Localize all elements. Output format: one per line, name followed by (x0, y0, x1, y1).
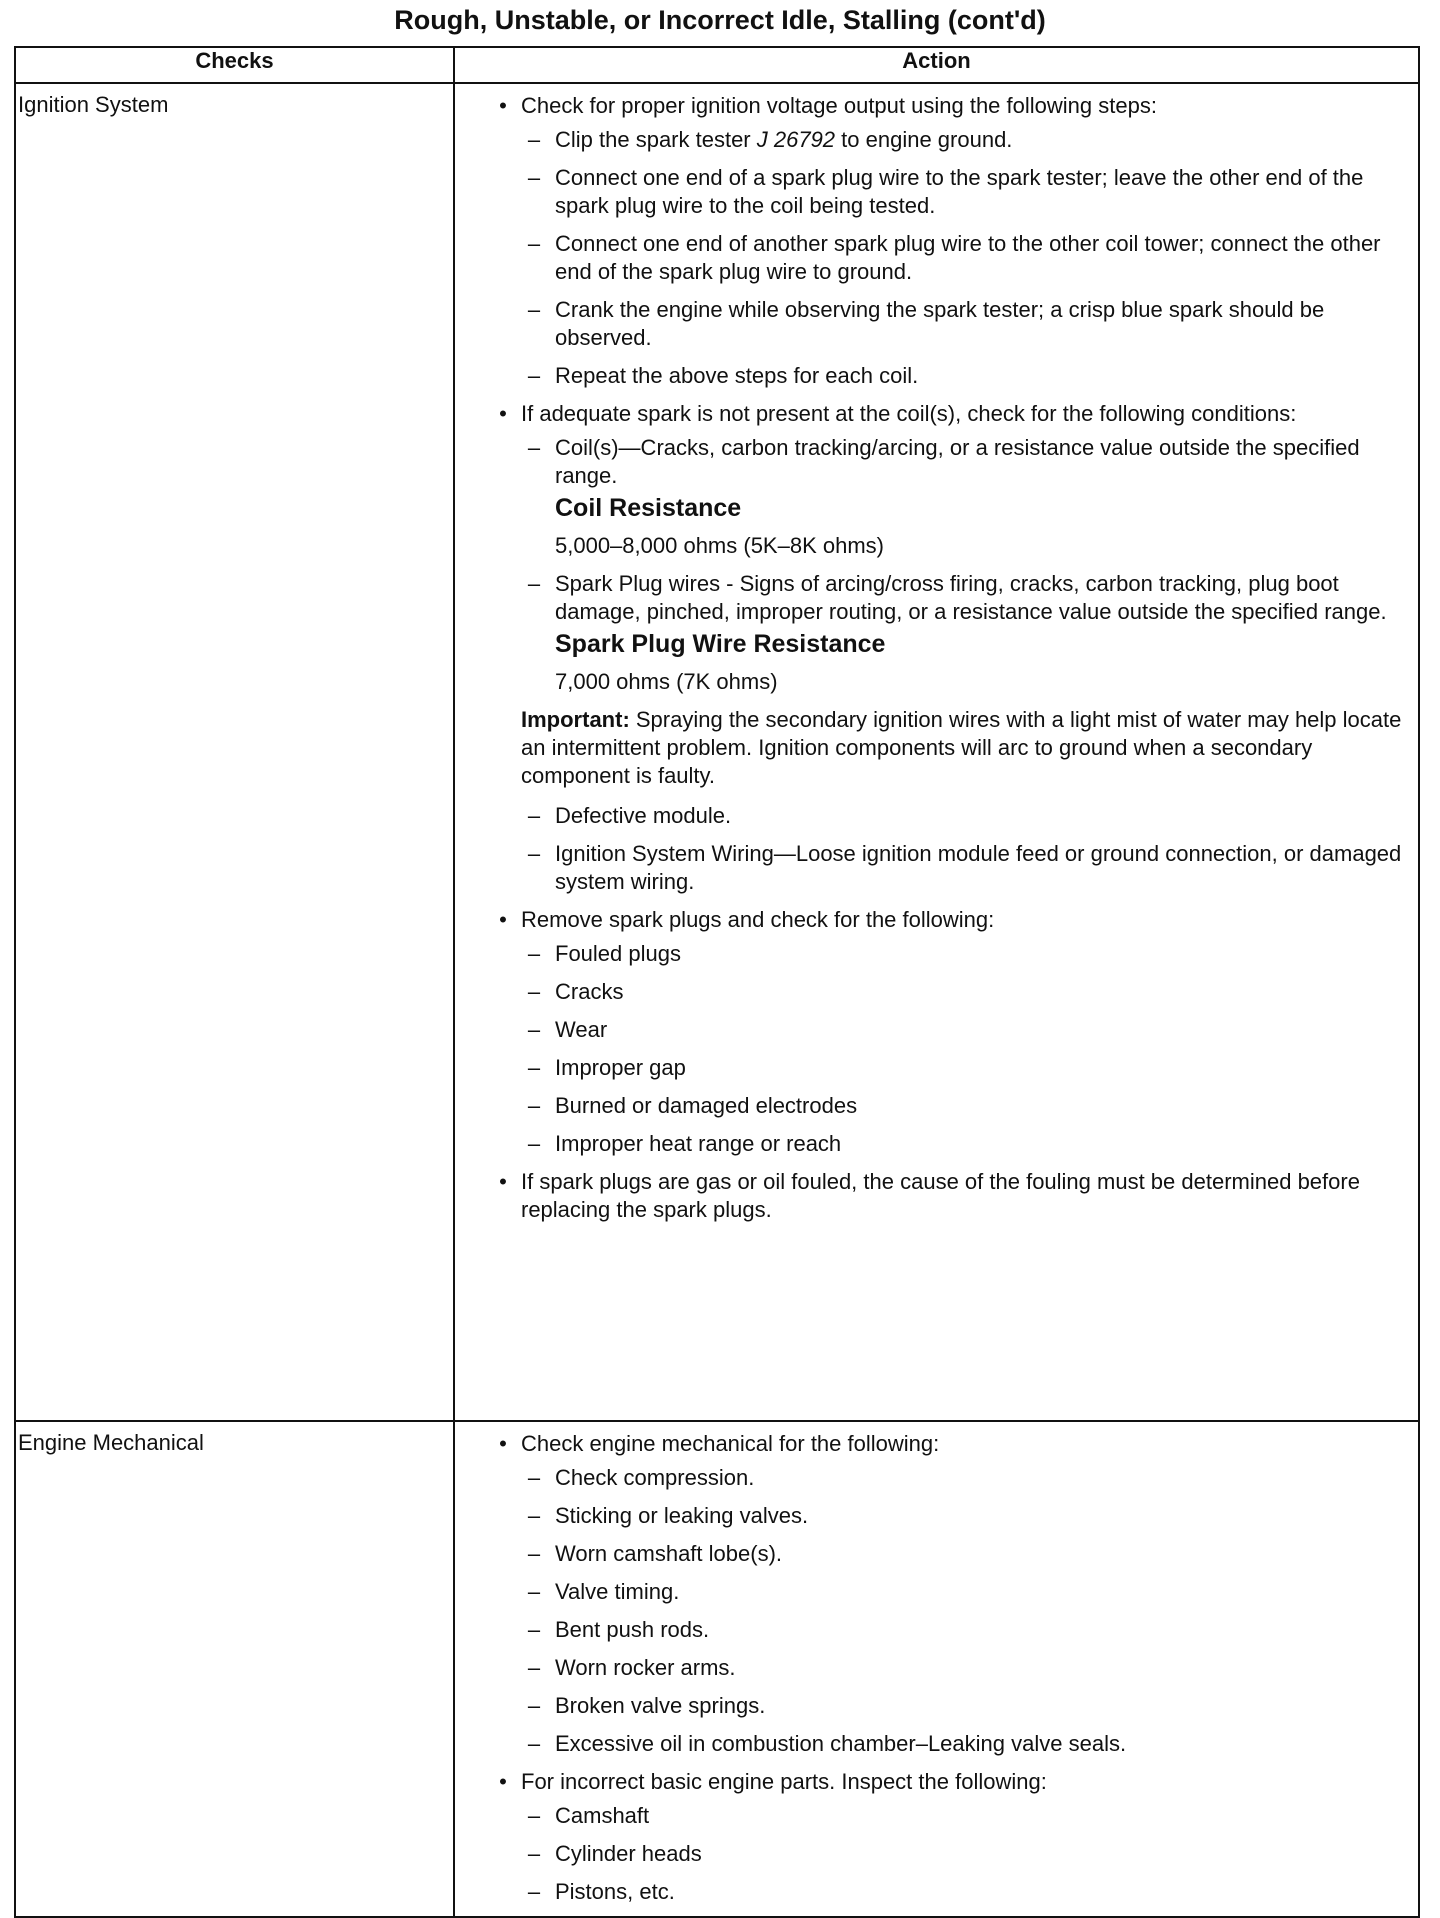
sub-text: Connect one end of another spark plug wire to the other coil tower; connect the other end of the spark plug wire to ground. (555, 231, 1381, 284)
action-sub-item (521, 840, 1414, 896)
action-sub-item (521, 802, 1414, 830)
sub-text: Wear (555, 1017, 608, 1042)
bullet-text: Remove spark plugs and check for the following: (521, 907, 995, 932)
dash-mark: – (527, 1731, 541, 1756)
dash-mark: – (527, 1579, 541, 1604)
bullet-text: If adequate spark is not present at the coil(s), check for the following conditions: (521, 401, 1297, 426)
sub-text: Pistons, etc. (555, 1879, 675, 1904)
action-sub-item (521, 1054, 1414, 1082)
action-bullet (493, 1768, 1414, 1906)
action-sub-item (521, 434, 1414, 560)
important-note (521, 706, 1414, 790)
sub-text: Worn camshaft lobe(s). (555, 1541, 783, 1566)
dash-mark: – (527, 1465, 541, 1490)
action-sub-item (521, 1616, 1414, 1644)
action-cell (454, 83, 1419, 1421)
dash-mark: – (527, 127, 541, 152)
action-cell (454, 1421, 1419, 1917)
sub-text: Burned or damaged electrodes (555, 1093, 858, 1118)
action-sub-item (521, 1730, 1414, 1758)
sub-text: Worn rocker arms. (555, 1655, 736, 1680)
action-bullet (493, 906, 1414, 1158)
sub-text: Defective module. (555, 803, 732, 828)
sub-text: to engine ground. (835, 127, 1013, 152)
spec-heading: Spark Plug Wire Resistance (555, 630, 886, 658)
sub-text: Bent push rods. (555, 1617, 710, 1642)
action-sub-item (521, 1878, 1414, 1906)
action-sub-item (521, 164, 1414, 220)
bullet-mark: • (499, 1769, 507, 1794)
action-sub-item (521, 940, 1414, 968)
dash-mark: – (527, 1055, 541, 1080)
diagnostic-table (14, 46, 1420, 1918)
bullet-mark: • (499, 1431, 507, 1456)
dash-mark: – (527, 1879, 541, 1904)
dash-mark: – (527, 841, 541, 866)
spec-value: 5,000–8,000 ohms (5K–8K ohms) (555, 533, 884, 558)
dash-mark: – (527, 979, 541, 1004)
table-row (15, 1421, 1419, 1917)
sub-text: Spark Plug wires - Signs of arcing/cross firing, cracks, carbon tracking, plug boot damage, pinched, improper routing, or a resistance value outside the specified range. (555, 571, 1387, 624)
dash-mark: – (527, 1541, 541, 1566)
sub-text: Clip the spark tester (555, 127, 757, 152)
action-bullet (493, 1430, 1414, 1758)
dash-mark: – (527, 1093, 541, 1118)
sub-text: Camshaft (555, 1803, 650, 1828)
action-sub-item (521, 1840, 1414, 1868)
sub-text: Sticking or leaking valves. (555, 1503, 809, 1528)
action-bullet (493, 400, 1414, 696)
action-sub-item (521, 978, 1414, 1006)
dash-mark: – (527, 1693, 541, 1718)
action-sub-item (521, 570, 1414, 696)
action-sub-item (521, 1016, 1414, 1044)
action-sub-item (521, 1092, 1414, 1120)
dash-mark: – (527, 1655, 541, 1680)
sub-text: Improper gap (555, 1055, 686, 1080)
dash-mark: – (527, 1841, 541, 1866)
action-sub-item (521, 1130, 1414, 1158)
page-title: Rough, Unstable, or Incorrect Idle, Stalling (cont'd) (394, 5, 1046, 35)
check-cell: Ignition System (15, 83, 454, 1421)
action-bullet (493, 1168, 1414, 1224)
sub-text: Ignition System Wiring—Loose ignition module feed or ground connection, or damaged system wiring. (555, 841, 1402, 894)
sub-text: Repeat the above steps for each coil. (555, 363, 919, 388)
bullet-text: Check engine mechanical for the following: (521, 1431, 940, 1456)
sub-text: Connect one end of a spark plug wire to the spark tester; leave the other end of the spark plug wire to the coil being tested. (555, 165, 1364, 218)
action-sub-item (521, 1464, 1414, 1492)
dash-mark: – (527, 1803, 541, 1828)
dash-mark: – (527, 363, 541, 388)
bullet-text: If spark plugs are gas or oil fouled, the cause of the fouling must be determined before replacing the spark plugs. (521, 1169, 1360, 1222)
sub-text: Crank the engine while observing the spark tester; a crisp blue spark should be observed. (555, 297, 1325, 350)
sub-text: Cracks (555, 979, 624, 1004)
action-sub-item (521, 1802, 1414, 1830)
checks-column-header: Checks (15, 47, 454, 83)
action-sub-item (521, 230, 1414, 286)
action-sub-item (521, 126, 1414, 154)
sub-text: Excessive oil in combustion chamber–Leaking valve seals. (555, 1731, 1127, 1756)
sub-text: Coil(s)—Cracks, carbon tracking/arcing, or a resistance value outside the specified range. (555, 435, 1360, 488)
sub-text: Check compression. (555, 1465, 755, 1490)
action-sub-item (521, 1578, 1414, 1606)
sub-text: Valve timing. (555, 1579, 680, 1604)
action-sub-item (521, 1540, 1414, 1568)
dash-mark: – (527, 1131, 541, 1156)
bullet-mark: • (499, 401, 507, 426)
bullet-text: Check for proper ignition voltage output using the following steps: (521, 93, 1157, 118)
sub-text: Cylinder heads (555, 1841, 702, 1866)
dash-mark: – (527, 803, 541, 828)
dash-mark: – (527, 571, 541, 596)
dash-mark: – (527, 435, 541, 460)
check-cell: Engine Mechanical (15, 1421, 454, 1917)
bullet-mark: • (499, 93, 507, 118)
bullet-text: For incorrect basic engine parts. Inspect the following: (521, 1769, 1047, 1794)
bullet-mark: • (499, 907, 507, 932)
bullet-mark: • (499, 1169, 507, 1194)
action-sub-item (521, 1502, 1414, 1530)
dash-mark: – (527, 1017, 541, 1042)
dash-mark: – (527, 297, 541, 322)
table-row (15, 83, 1419, 1421)
note-text: Spraying the secondary ignition wires with a light mist of water may help locate an intermittent problem. Ignition components will arc to ground when a secondary component is faulty. (521, 707, 1402, 788)
action-sub-item (521, 362, 1414, 390)
action-sub-item (521, 1692, 1414, 1720)
dash-mark: – (527, 941, 541, 966)
dash-mark: – (527, 165, 541, 190)
action-sub-item (521, 1654, 1414, 1682)
note-label: Important: (521, 707, 630, 732)
dash-mark: – (527, 1617, 541, 1642)
dash-mark: – (527, 1503, 541, 1528)
tool-reference: J 26792 (756, 127, 836, 152)
action-column-header: Action (454, 47, 1419, 83)
action-bullet (493, 92, 1414, 390)
dash-mark: – (527, 231, 541, 256)
action-sub-item (521, 296, 1414, 352)
table-header-row (15, 47, 1419, 83)
spec-heading: Coil Resistance (555, 494, 742, 522)
sub-text: Broken valve springs. (555, 1693, 766, 1718)
spec-value: 7,000 ohms (7K ohms) (555, 669, 778, 694)
sub-text: Improper heat range or reach (555, 1131, 842, 1156)
sub-text: Fouled plugs (555, 941, 681, 966)
